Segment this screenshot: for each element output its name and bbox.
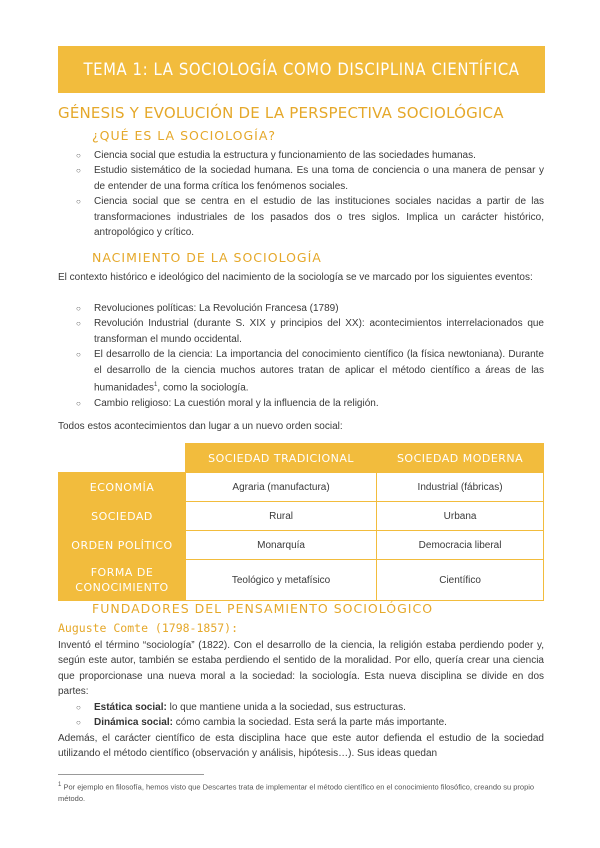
list-item-text: El desarrollo de la ciencia: La importancia del conocimiento científico (la física newtoniana). Durante el desarrollo de la ciencia muchos autores tratan de aplicar el método científico a áreas de las humanidades <box>94 349 544 394</box>
comte-list <box>76 700 544 731</box>
footnote-number: 1 <box>58 782 62 788</box>
heading-fundadores: FUNDADORES DEL PENSAMIENTO SOCIOLÓGICO <box>92 601 434 616</box>
comte-paragraph-2: Además, el carácter científico de esta disciplina hace que este autor defienda el estudio de la sociedad utilizando el método científico (observación y análisis, hipótesis…). Sus ideas quedan <box>58 733 544 760</box>
table-cell: Industrial (fábricas) <box>377 473 544 502</box>
row-header: FORMA DE CONOCIMIENTO <box>59 560 186 601</box>
list-item <box>76 700 544 715</box>
table-cell: Democracia liberal <box>377 531 544 560</box>
list-item <box>76 715 544 730</box>
orden-intro: Todos estos acontecimientos dan lugar a un nuevo orden social: <box>58 421 343 432</box>
table-row <box>59 531 544 560</box>
table-header-row <box>59 444 544 473</box>
term-desc: cómo cambia la sociedad. Esta será la parte más importante. <box>172 717 447 729</box>
list-item: ○ Cambio religioso: La cuestión moral y la influencia de la religión. <box>76 396 544 411</box>
col-header-traditional: SOCIEDAD TRADICIONAL <box>186 444 377 473</box>
heading-genesis: GÉNESIS Y EVOLUCIÓN DE LA PERSPECTIVA SOCIOLÓGICA <box>58 104 504 122</box>
footnote-divider <box>58 774 204 775</box>
list-item: ○ Revoluciones políticas: La Revolución Francesa (1789) <box>76 301 544 316</box>
table-row <box>59 502 544 531</box>
table-corner <box>59 444 186 473</box>
que-list <box>76 148 544 240</box>
footnote <box>58 780 544 804</box>
table-cell: Monarquía <box>186 531 377 560</box>
title-banner: TEMA 1: LA SOCIOLOGÍA COMO DISCIPLINA CIENTÍFICA <box>58 46 545 93</box>
row-header: ORDEN POLÍTICO <box>59 531 186 560</box>
term: Estática social: <box>94 702 167 713</box>
row-header: ECONOMÍA <box>59 473 186 502</box>
table-cell: Teológico y metafísico <box>186 560 377 601</box>
nacimiento-list <box>76 301 544 411</box>
footnote-text: Por ejemplo en filosofía, hemos visto que Descartes trata de implementar el método científico en el conocimiento filosófico, creando su propio método. <box>58 782 535 803</box>
list-item: ○ Estudio sistemático de la sociedad humana. Es una toma de conciencia o una manera de pensar y de entender de una forma crítica los fenómenos sociales. <box>76 163 544 194</box>
list-item-tail: , como la sociología. <box>157 382 249 394</box>
table-row <box>59 560 544 601</box>
term-desc: lo que mantiene unida a la sociedad, sus estructuras. <box>166 702 406 713</box>
heading-nacimiento: NACIMIENTO DE LA SOCIOLOGÍA <box>92 250 322 265</box>
table-cell: Agraria (manufactura) <box>186 473 377 502</box>
list-item: ○ Ciencia social que estudia la estructura y funcionamiento de las sociedades humanas. <box>76 148 544 163</box>
heading-que-es: ¿QUÉ ES LA SOCIOLOGÍA? <box>92 128 277 143</box>
comte-paragraph-1: Inventó el término “sociología” (1822). Con el desarrollo de la ciencia, la religión estaba perdiendo poder y, según este autor, también se estaba perdiendo el sentido de la moralidad. Por ello, quería crear una ciencia que proporcionase una nueva moral a la sociedad: la sociología. Esta nueva disciplina se divide en dos partes: <box>58 640 544 698</box>
row-header: SOCIEDAD <box>59 502 186 531</box>
col-header-modern: SOCIEDAD MODERNA <box>377 444 544 473</box>
society-comparison-table <box>58 443 544 601</box>
table-cell: Rural <box>186 502 377 531</box>
term: Dinámica social: <box>94 717 173 729</box>
table-cell: Científico <box>377 560 544 601</box>
table-cell: Urbana <box>377 502 544 531</box>
heading-comte: Auguste Comte (1798-1857): <box>58 621 239 635</box>
table-row <box>59 473 544 502</box>
list-item: ○ Revolución Industrial (durante S. XIX y principios del XX): acontecimientos interrelacionados que transforman el mundo occidental. <box>76 316 544 347</box>
footnote-marker[interactable]: 1 <box>154 382 158 389</box>
list-item: ○ Ciencia social que se centra en el estudio de las instituciones sociales nacidas a partir de las transformaciones industriales de los pasados dos o tres siglos. Implica un carácter histórico, antropológico y crítico. <box>76 194 544 240</box>
list-item <box>76 347 544 396</box>
nacimiento-intro: El contexto histórico e ideológico del nacimiento de la sociología se ve marcado por los siguientes eventos: <box>58 272 533 283</box>
